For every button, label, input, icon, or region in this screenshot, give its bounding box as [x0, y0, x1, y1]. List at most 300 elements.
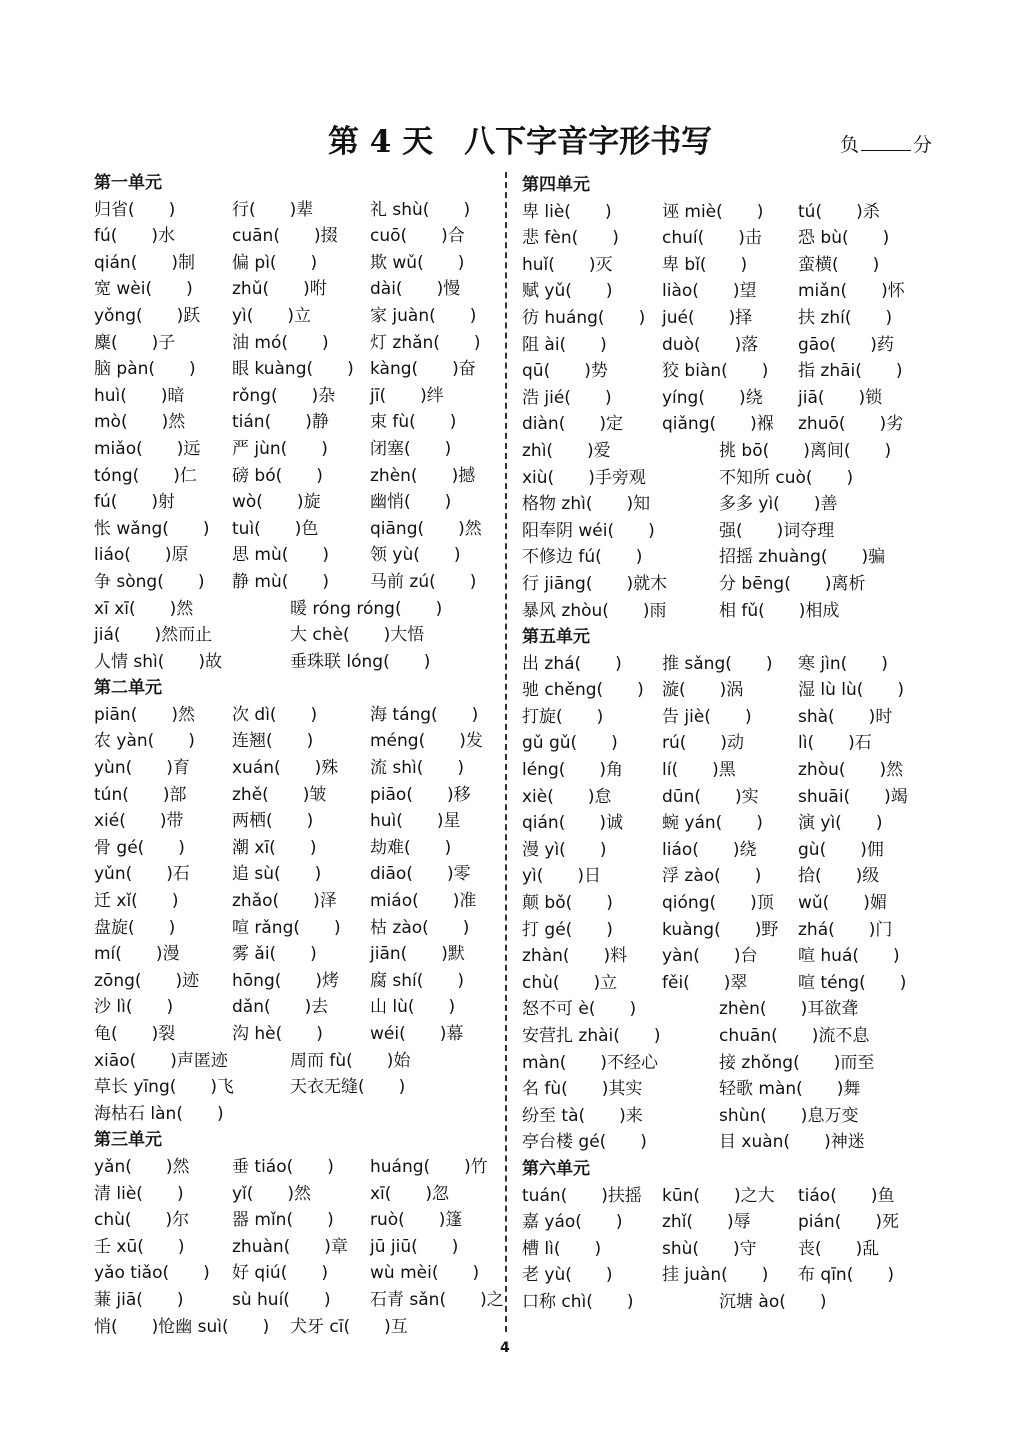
- vocab-item[interactable]: diāo( )零: [370, 864, 471, 885]
- vocab-item[interactable]: dūn( )实: [662, 786, 759, 807]
- vocab-row: [522, 1023, 927, 1050]
- vocab-item[interactable]: qián( )制: [94, 252, 195, 273]
- vocab-row: [522, 1076, 927, 1103]
- vocab-row: [94, 835, 498, 862]
- vocab-item[interactable]: 闭塞( ): [370, 438, 452, 459]
- vocab-item[interactable]: 劫难( ): [370, 837, 452, 858]
- vocab-item[interactable]: 口称 chì( ): [522, 1291, 634, 1312]
- vocab-item[interactable]: 山 lù( ): [370, 997, 456, 1018]
- score-field: [840, 130, 932, 157]
- vocab-row: [522, 358, 927, 385]
- vocab-row: [522, 730, 927, 757]
- vocab-item[interactable]: gāo( )药: [798, 334, 894, 355]
- vocab-item[interactable]: yàn( )台: [662, 946, 758, 967]
- vocab-item[interactable]: yùn( )育: [94, 758, 190, 779]
- vocab-item[interactable]: 海枯石 làn( ): [94, 1103, 224, 1124]
- vocab-item[interactable]: 告 jiè( ): [662, 706, 752, 727]
- vocab-item[interactable]: chuí( )击: [662, 228, 762, 249]
- vocab-item[interactable]: chuān( )流不息: [719, 1026, 870, 1046]
- vocab-item[interactable]: lí( )黑: [662, 760, 736, 781]
- vocab-item[interactable]: yì( )日: [522, 866, 602, 887]
- vocab-item[interactable]: hōng( )烤: [232, 970, 340, 991]
- vocab-item[interactable]: 迁 xǐ( ): [94, 891, 179, 912]
- vocab-item[interactable]: gù( )佣: [798, 839, 884, 860]
- vocab-row: [94, 941, 498, 968]
- vocab-item[interactable]: fú( )射: [94, 492, 176, 513]
- vocab-item[interactable]: 次 dì( ): [232, 704, 318, 725]
- vocab-item[interactable]: 蛮横( ): [798, 254, 880, 275]
- vocab-item[interactable]: cuān( )掇: [232, 226, 338, 247]
- vocab-item[interactable]: liáo( )原: [94, 545, 189, 566]
- vocab-item[interactable]: 轻歌 màn( )舞: [719, 1079, 861, 1100]
- vocab-item[interactable]: shuāi( )竭: [798, 786, 908, 807]
- vocab-item[interactable]: 思 mù( ): [232, 545, 330, 566]
- vocab-item[interactable]: 浮 zào( ): [662, 866, 762, 887]
- vocab-row: [94, 728, 498, 755]
- column-divider: [505, 172, 507, 1332]
- vocab-row: [522, 332, 927, 359]
- vocab-item[interactable]: xiāo( )声匿迹: [94, 1050, 228, 1071]
- vocab-item[interactable]: 名 fù( )其实: [522, 1079, 643, 1100]
- vocab-item[interactable]: 争 sòng( ): [94, 571, 205, 592]
- vocab-row: [94, 755, 498, 782]
- vocab-item[interactable]: 欺 wǔ( ): [370, 252, 465, 273]
- vocab-item[interactable]: 出 zhá( ): [522, 653, 622, 674]
- vocab-item[interactable]: 雾 ǎi( ): [232, 944, 317, 965]
- vocab-item[interactable]: 丧( )乱: [798, 1238, 880, 1259]
- vocab-row: [94, 1021, 498, 1048]
- vocab-item[interactable]: 亭台楼 gé( ): [522, 1132, 647, 1153]
- vocab-item[interactable]: 周而 fù( )始: [290, 1050, 411, 1071]
- vocab-item[interactable]: tuì( )色: [232, 518, 319, 539]
- vocab-row: [94, 409, 498, 436]
- vocab-item[interactable]: liào( )望: [662, 281, 757, 302]
- vocab-item[interactable]: xiù( )手旁观: [522, 467, 646, 488]
- vocab-item[interactable]: cuō( )合: [370, 226, 465, 247]
- vocab-item[interactable]: shà( )时: [798, 706, 893, 727]
- vocab-row: [94, 356, 498, 383]
- vocab-row: [94, 1101, 498, 1128]
- vocab-item[interactable]: ruò( )篷: [370, 1210, 463, 1231]
- vocab-item[interactable]: chù( )立: [522, 972, 618, 993]
- vocab-item[interactable]: 盘旋( ): [94, 917, 176, 938]
- vocab-item[interactable]: tiáo( )鱼: [798, 1185, 895, 1206]
- vocab-row: [522, 757, 927, 784]
- vocab-item[interactable]: 指 zhāi( ): [798, 361, 903, 382]
- vocab-item[interactable]: yǐ( )然: [232, 1183, 312, 1204]
- vocab-row: [94, 915, 498, 942]
- vocab-row: [94, 994, 498, 1021]
- vocab-item[interactable]: 狡 biàn( ): [662, 361, 769, 382]
- vocab-item[interactable]: 布 qīn( ): [798, 1265, 894, 1286]
- vocab-item[interactable]: yíng( )绕: [662, 387, 763, 408]
- vocab-row: [94, 1074, 498, 1101]
- vocab-item[interactable]: 领 yù( ): [370, 545, 461, 566]
- vocab-item[interactable]: 油 mó( ): [232, 332, 329, 353]
- vocab-item[interactable]: miáo( )准: [370, 891, 477, 912]
- vocab-item[interactable]: zhǎo( )泽: [232, 891, 337, 912]
- vocab-row: [94, 463, 498, 490]
- vocab-item[interactable]: zhòu( )然: [798, 760, 904, 781]
- vocab-item[interactable]: 多多 yì( )善: [719, 494, 838, 515]
- vocab-row: [94, 569, 498, 596]
- vocab-item[interactable]: 喧 huá( ): [798, 946, 900, 967]
- vocab-row: [522, 810, 927, 837]
- vocab-item[interactable]: xī xī( )然: [94, 598, 194, 619]
- vocab-item[interactable]: 漫 yì( ): [522, 839, 607, 860]
- vocab-row: [94, 489, 498, 516]
- vocab-item[interactable]: 强( )词夺理: [719, 520, 835, 541]
- vocab-item[interactable]: jué( )择: [662, 307, 753, 328]
- vocab-item[interactable]: sù huí( ): [232, 1289, 331, 1310]
- vocab-row: [522, 1129, 927, 1156]
- vocab-item[interactable]: jī( )绊: [370, 385, 444, 406]
- vocab-item[interactable]: 安营扎 zhài( ): [522, 1026, 661, 1046]
- vocab-row: [522, 704, 927, 731]
- vocab-item[interactable]: yǔn( )石: [94, 864, 190, 885]
- vocab-item[interactable]: xié( )带: [94, 811, 184, 832]
- vocab-item[interactable]: yǎn( )然: [94, 1156, 190, 1177]
- vocab-item[interactable]: 连翘( ): [232, 731, 314, 752]
- vocab-item[interactable]: wǔ( )媚: [798, 893, 887, 914]
- vocab-row: [94, 303, 498, 330]
- right-column: [522, 172, 927, 1316]
- vocab-item[interactable]: 龟( )裂: [94, 1024, 176, 1044]
- vocab-item[interactable]: 浩 jié( ): [522, 387, 612, 408]
- vocab-item[interactable]: jū jiū( ): [370, 1236, 459, 1257]
- vocab-item[interactable]: wéi( )幕: [370, 1024, 464, 1044]
- vocab-item[interactable]: mí( )漫: [94, 944, 180, 965]
- vocab-item[interactable]: 农 yàn( ): [94, 731, 195, 752]
- vocab-item[interactable]: 诬 miè( ): [662, 201, 764, 222]
- vocab-item[interactable]: 蒹 jiā( ): [94, 1289, 184, 1310]
- vocab-row: [522, 1103, 927, 1130]
- vocab-row: [94, 861, 498, 888]
- vocab-item[interactable]: zhá( )门: [798, 919, 893, 940]
- section-title: 第二单元: [94, 678, 162, 699]
- vocab-item[interactable]: 目 xuàn( )神迷: [719, 1132, 865, 1153]
- vocab-item[interactable]: qiāng( )然: [370, 518, 482, 539]
- vocab-item[interactable]: 磅 bó( ): [232, 465, 323, 486]
- vocab-row: [94, 968, 498, 995]
- vocab-item[interactable]: 行( )辈: [232, 199, 314, 220]
- vocab-item[interactable]: dài( )慢: [370, 279, 461, 300]
- vocab-item[interactable]: 打 gé( ): [522, 919, 613, 940]
- vocab-item[interactable]: 草长 yīng( )飞: [94, 1077, 235, 1098]
- vocab-item[interactable]: 卑 liè( ): [522, 201, 612, 222]
- vocab-row: [522, 970, 927, 997]
- vocab-item[interactable]: màn( )不经心: [522, 1052, 659, 1073]
- vocab-row: [522, 278, 927, 305]
- vocab-item[interactable]: 挂 juàn( ): [662, 1265, 769, 1286]
- vocab-row: [522, 1262, 927, 1289]
- vocab-item[interactable]: 束 fù( ): [370, 412, 457, 433]
- vocab-item[interactable]: yǎo tiǎo( ): [94, 1263, 210, 1284]
- vocab-item[interactable]: 怒不可 è( ): [522, 999, 637, 1020]
- vocab-item[interactable]: 阳奉阴 wéi( ): [522, 520, 655, 541]
- vocab-row: [94, 436, 498, 463]
- vocab-item[interactable]: 老 yù( ): [522, 1265, 613, 1286]
- vocab-row: [522, 199, 927, 226]
- vocab-item[interactable]: piāo( )移: [370, 784, 471, 805]
- vocab-item[interactable]: 严 jùn( ): [232, 438, 328, 459]
- vocab-row: [522, 1289, 927, 1316]
- vocab-item[interactable]: zhuàn( )章: [232, 1236, 348, 1257]
- vocab-item[interactable]: 招摇 zhuàng( )骗: [719, 547, 886, 568]
- vocab-item[interactable]: 扶 zhí( ): [798, 307, 893, 328]
- vocab-item[interactable]: shùn( )息万变: [719, 1105, 859, 1126]
- vocab-item[interactable]: 家 juàn( ): [370, 305, 477, 326]
- vocab-row: [94, 649, 498, 676]
- vocab-item[interactable]: 打旋( ): [522, 706, 604, 727]
- vocab-item[interactable]: wù mèi( ): [370, 1263, 480, 1284]
- vocab-row: [522, 1209, 927, 1236]
- vocab-row: [94, 622, 498, 649]
- vocab-row: [94, 1314, 498, 1341]
- vocab-item[interactable]: 沙 lì( ): [94, 997, 174, 1018]
- vocab-row: [522, 1183, 927, 1210]
- vocab-item[interactable]: 腐 shí( ): [370, 970, 465, 991]
- vocab-item[interactable]: tú( )杀: [798, 201, 880, 222]
- vocab-row: [522, 784, 927, 811]
- vocab-item[interactable]: 归省( ): [94, 199, 176, 220]
- vocab-item[interactable]: qián( )诚: [522, 813, 623, 834]
- vocab-row: [522, 598, 927, 625]
- vocab-item[interactable]: 怅 wǎng( ): [94, 518, 210, 539]
- vocab-item[interactable]: zhuō( )劣: [798, 414, 904, 435]
- vocab-row: [94, 1260, 498, 1287]
- vocab-item[interactable]: xiè( )怠: [522, 786, 612, 807]
- vocab-item[interactable]: 阻 ài( ): [522, 334, 607, 355]
- vocab-item[interactable]: 槽 lì( ): [522, 1238, 602, 1259]
- vocab-row: [522, 438, 927, 465]
- vocab-item[interactable]: fú( )水: [94, 226, 176, 247]
- vocab-item[interactable]: 暖 róng róng( ): [290, 598, 443, 619]
- vocab-item[interactable]: kūn( )之大: [662, 1185, 775, 1206]
- vocab-item[interactable]: mò( )然: [94, 412, 186, 433]
- vocab-item[interactable]: gǔ gǔ( ): [522, 733, 618, 754]
- vocab-item[interactable]: 沉塘 ào( ): [719, 1291, 827, 1312]
- vocab-item[interactable]: 行 jiāng( )就木: [522, 573, 668, 594]
- vocab-item[interactable]: rú( )动: [662, 733, 745, 754]
- vocab-item[interactable]: 潮 xī( ): [232, 837, 317, 858]
- vocab-row: [522, 943, 927, 970]
- page-title: 第 4 天 八下字音字形书写: [328, 124, 713, 160]
- vocab-item[interactable]: dǎn( )去: [232, 997, 329, 1018]
- vocab-item[interactable]: qióng( )顶: [662, 893, 774, 914]
- vocab-item[interactable]: 静 mù( ): [232, 571, 330, 592]
- vocab-item[interactable]: piān( )然: [94, 704, 195, 725]
- score-suffix: 分: [913, 134, 933, 156]
- vocab-item[interactable]: 演 yì( ): [798, 813, 883, 834]
- vocab-item[interactable]: 嘉 yáo( ): [522, 1212, 623, 1233]
- vocab-item[interactable]: 流 shì( ): [370, 758, 465, 779]
- vocab-item[interactable]: qiǎng( )褓: [662, 414, 774, 435]
- vocab-item[interactable]: 天衣无缝( ): [290, 1077, 406, 1098]
- vocab-row: [522, 890, 927, 917]
- vocab-item[interactable]: shù( )守: [662, 1238, 757, 1259]
- vocab-item[interactable]: duò( )落: [662, 334, 759, 355]
- vocab-item[interactable]: huǐ( )灭: [522, 254, 613, 275]
- vocab-item[interactable]: zōng( )迹: [94, 970, 200, 991]
- vocab-item[interactable]: tún( )部: [94, 784, 187, 805]
- vocab-item[interactable]: 暴风 zhòu( )雨: [522, 600, 667, 621]
- vocab-item[interactable]: 悄( )怆幽 suì( ): [94, 1316, 270, 1337]
- vocab-item[interactable]: 挑 bō( )离间( ): [719, 440, 892, 461]
- vocab-item[interactable]: 格物 zhì( )知: [522, 494, 651, 515]
- vocab-item[interactable]: zhǐ( )辱: [662, 1212, 751, 1233]
- vocab-item[interactable]: 寒 jìn( ): [798, 653, 888, 674]
- vocab-item[interactable]: zhèn( )撼: [370, 465, 476, 486]
- vocab-item[interactable]: chù( )尔: [94, 1210, 190, 1231]
- vocab-item[interactable]: liáo( )绕: [662, 839, 757, 860]
- vocab-row: [522, 491, 927, 518]
- vocab-item[interactable]: zhě( )皱: [232, 784, 327, 805]
- section-title: 第四单元: [522, 175, 590, 195]
- vocab-row: [94, 276, 498, 303]
- vocab-row: [94, 888, 498, 915]
- vocab-item[interactable]: 分 bēng( )离析: [719, 573, 866, 594]
- vocab-item[interactable]: 接 zhǒng( )而至: [719, 1052, 875, 1073]
- vocab-row: [94, 250, 498, 277]
- vocab-item[interactable]: 马前 zú( ): [370, 571, 477, 592]
- vocab-item[interactable]: 推 sǎng( ): [662, 653, 773, 674]
- vocab-item[interactable]: fěi( )翠: [662, 972, 748, 993]
- vocab-item[interactable]: 湿 lù lù( ): [798, 680, 905, 701]
- vocab-item[interactable]: yì( )立: [232, 305, 312, 326]
- vocab-item[interactable]: huáng( )竹: [370, 1156, 488, 1177]
- vocab-item[interactable]: méng( )发: [370, 731, 483, 752]
- vocab-item[interactable]: 沟 hè( ): [232, 1024, 323, 1044]
- vocab-item[interactable]: zhèn( )耳欲聋: [719, 999, 859, 1020]
- vocab-item[interactable]: huì( )暗: [94, 385, 185, 406]
- vocab-item[interactable]: 石青 sǎn( )之: [370, 1289, 504, 1310]
- vocab-row: [522, 996, 927, 1023]
- vocab-row: [522, 651, 927, 678]
- vocab-item[interactable]: 悲 fèn( ): [522, 228, 619, 249]
- vocab-item[interactable]: 赋 yǔ( ): [522, 281, 613, 302]
- vocab-item[interactable]: 喧 rǎng( ): [232, 917, 341, 938]
- vocab-item[interactable]: 喧 téng( ): [798, 972, 907, 993]
- vocab-item[interactable]: 枯 zào( ): [370, 917, 470, 938]
- vocab-item[interactable]: 追 sù( ): [232, 864, 322, 885]
- vocab-row: [94, 1154, 498, 1181]
- vocab-item[interactable]: zhǔ( )咐: [232, 279, 327, 300]
- vocab-row: [94, 596, 498, 623]
- vocab-item[interactable]: 驰 chěng( ): [522, 680, 644, 701]
- vocab-item[interactable]: 卑 bǐ( ): [662, 254, 748, 275]
- vocab-item[interactable]: 颠 bǒ( ): [522, 893, 613, 914]
- vocab-item[interactable]: 拾( )级: [798, 866, 880, 887]
- vocab-item[interactable]: zhàn( )料: [522, 946, 628, 967]
- vocab-row: [94, 1234, 498, 1261]
- vocab-item[interactable]: 垂珠联 lóng( ): [290, 651, 431, 672]
- vocab-row: [522, 305, 927, 332]
- vocab-item[interactable]: diàn( )定: [522, 414, 623, 435]
- section-title: 第五单元: [522, 627, 590, 648]
- vocab-item[interactable]: 纷至 tà( )来: [522, 1105, 643, 1126]
- vocab-item[interactable]: 眼 kuàng( ): [232, 359, 354, 380]
- vocab-item[interactable]: 不知所 cuò( ): [719, 467, 854, 488]
- vocab-row: [94, 516, 498, 543]
- vocab-item[interactable]: kàng( )奋: [370, 359, 476, 380]
- vocab-row: [522, 465, 927, 492]
- vocab-item[interactable]: 器 mǐn( ): [232, 1210, 334, 1231]
- vocab-item[interactable]: xī( )忽: [370, 1183, 450, 1204]
- vocab-item[interactable]: 脑 pàn( ): [94, 359, 196, 380]
- vocab-item[interactable]: 垂 tiáo( ): [232, 1156, 334, 1177]
- vocab-item[interactable]: 海 táng( ): [370, 704, 479, 725]
- vocab-row: [94, 197, 498, 224]
- vocab-item[interactable]: 彷 huáng( ): [522, 307, 646, 328]
- vocab-row: [94, 808, 498, 835]
- vocab-item[interactable]: 漩( )涡: [662, 680, 744, 701]
- vocab-item[interactable]: miǎn( )怀: [798, 281, 905, 302]
- vocab-item[interactable]: 灯 zhǎn( ): [370, 332, 481, 353]
- vocab-item[interactable]: kuàng( )野: [662, 919, 779, 940]
- vocab-item[interactable]: 两栖( ): [232, 811, 314, 832]
- vocab-item[interactable]: jiā( )锁: [798, 387, 883, 408]
- vocab-item[interactable]: jiān( )默: [370, 944, 465, 965]
- vocab-row: [522, 677, 927, 704]
- vocab-item[interactable]: 骨 gé( ): [94, 837, 185, 858]
- vocab-item[interactable]: qū( )势: [522, 361, 608, 382]
- vocab-item[interactable]: 清 liè( ): [94, 1183, 184, 1204]
- vocab-item[interactable]: 麋( )子: [94, 332, 176, 353]
- vocab-item[interactable]: 好 qiú( ): [232, 1263, 328, 1284]
- vocab-row: [94, 383, 498, 410]
- left-column: [94, 170, 504, 1340]
- vocab-item[interactable]: 不修边 fú( ): [522, 547, 643, 568]
- vocab-item[interactable]: 幽悄( ): [370, 492, 452, 513]
- vocab-row: [94, 1181, 498, 1208]
- vocab-item[interactable]: lì( )石: [798, 733, 872, 754]
- vocab-item[interactable]: 恐 bù( ): [798, 228, 890, 249]
- vocab-item[interactable]: rǒng( )杂: [232, 385, 336, 406]
- vocab-item[interactable]: xuán( )殊: [232, 758, 339, 779]
- vocab-item[interactable]: 礼 shù( ): [370, 199, 471, 220]
- vocab-row: [522, 917, 927, 944]
- vocab-item[interactable]: 偏 pì( ): [232, 252, 318, 273]
- vocab-item[interactable]: 壬 xū( ): [94, 1236, 185, 1257]
- vocab-item[interactable]: pián( )死: [798, 1212, 899, 1233]
- vocab-item[interactable]: yǒng( )跃: [94, 305, 201, 326]
- score-blank[interactable]: [861, 136, 911, 151]
- vocab-item[interactable]: wò( )旋: [232, 492, 321, 513]
- vocab-item[interactable]: miǎo( )远: [94, 438, 201, 459]
- vocab-row: [522, 411, 927, 438]
- vocab-item[interactable]: zhì( )爱: [522, 440, 611, 461]
- vocab-item[interactable]: tián( )静: [232, 412, 329, 433]
- vocab-item[interactable]: tóng( )仁: [94, 465, 197, 486]
- vocab-item[interactable]: 相 fǔ( )相成: [719, 600, 840, 621]
- vocab-item[interactable]: 大 chè( )大悟: [290, 625, 425, 646]
- vocab-item[interactable]: huì( )星: [370, 811, 461, 832]
- vocab-row: [522, 1236, 927, 1263]
- vocab-item[interactable]: tuán( )扶摇: [522, 1185, 642, 1206]
- vocab-row: [94, 782, 498, 809]
- section-title: 第六单元: [522, 1158, 590, 1179]
- vocab-item[interactable]: 犬牙 cī( )互: [290, 1316, 408, 1337]
- vocab-item[interactable]: 宽 wèi( ): [94, 279, 193, 300]
- vocab-row: [522, 571, 927, 598]
- vocab-row: [94, 223, 498, 250]
- vocab-item[interactable]: jiá( )然而止: [94, 625, 213, 646]
- page-number: 4: [500, 1340, 510, 1356]
- vocab-item[interactable]: 蜿 yán( ): [662, 813, 763, 834]
- vocab-item[interactable]: léng( )角: [522, 760, 624, 781]
- vocab-item[interactable]: 人情 shì( )故: [94, 651, 223, 672]
